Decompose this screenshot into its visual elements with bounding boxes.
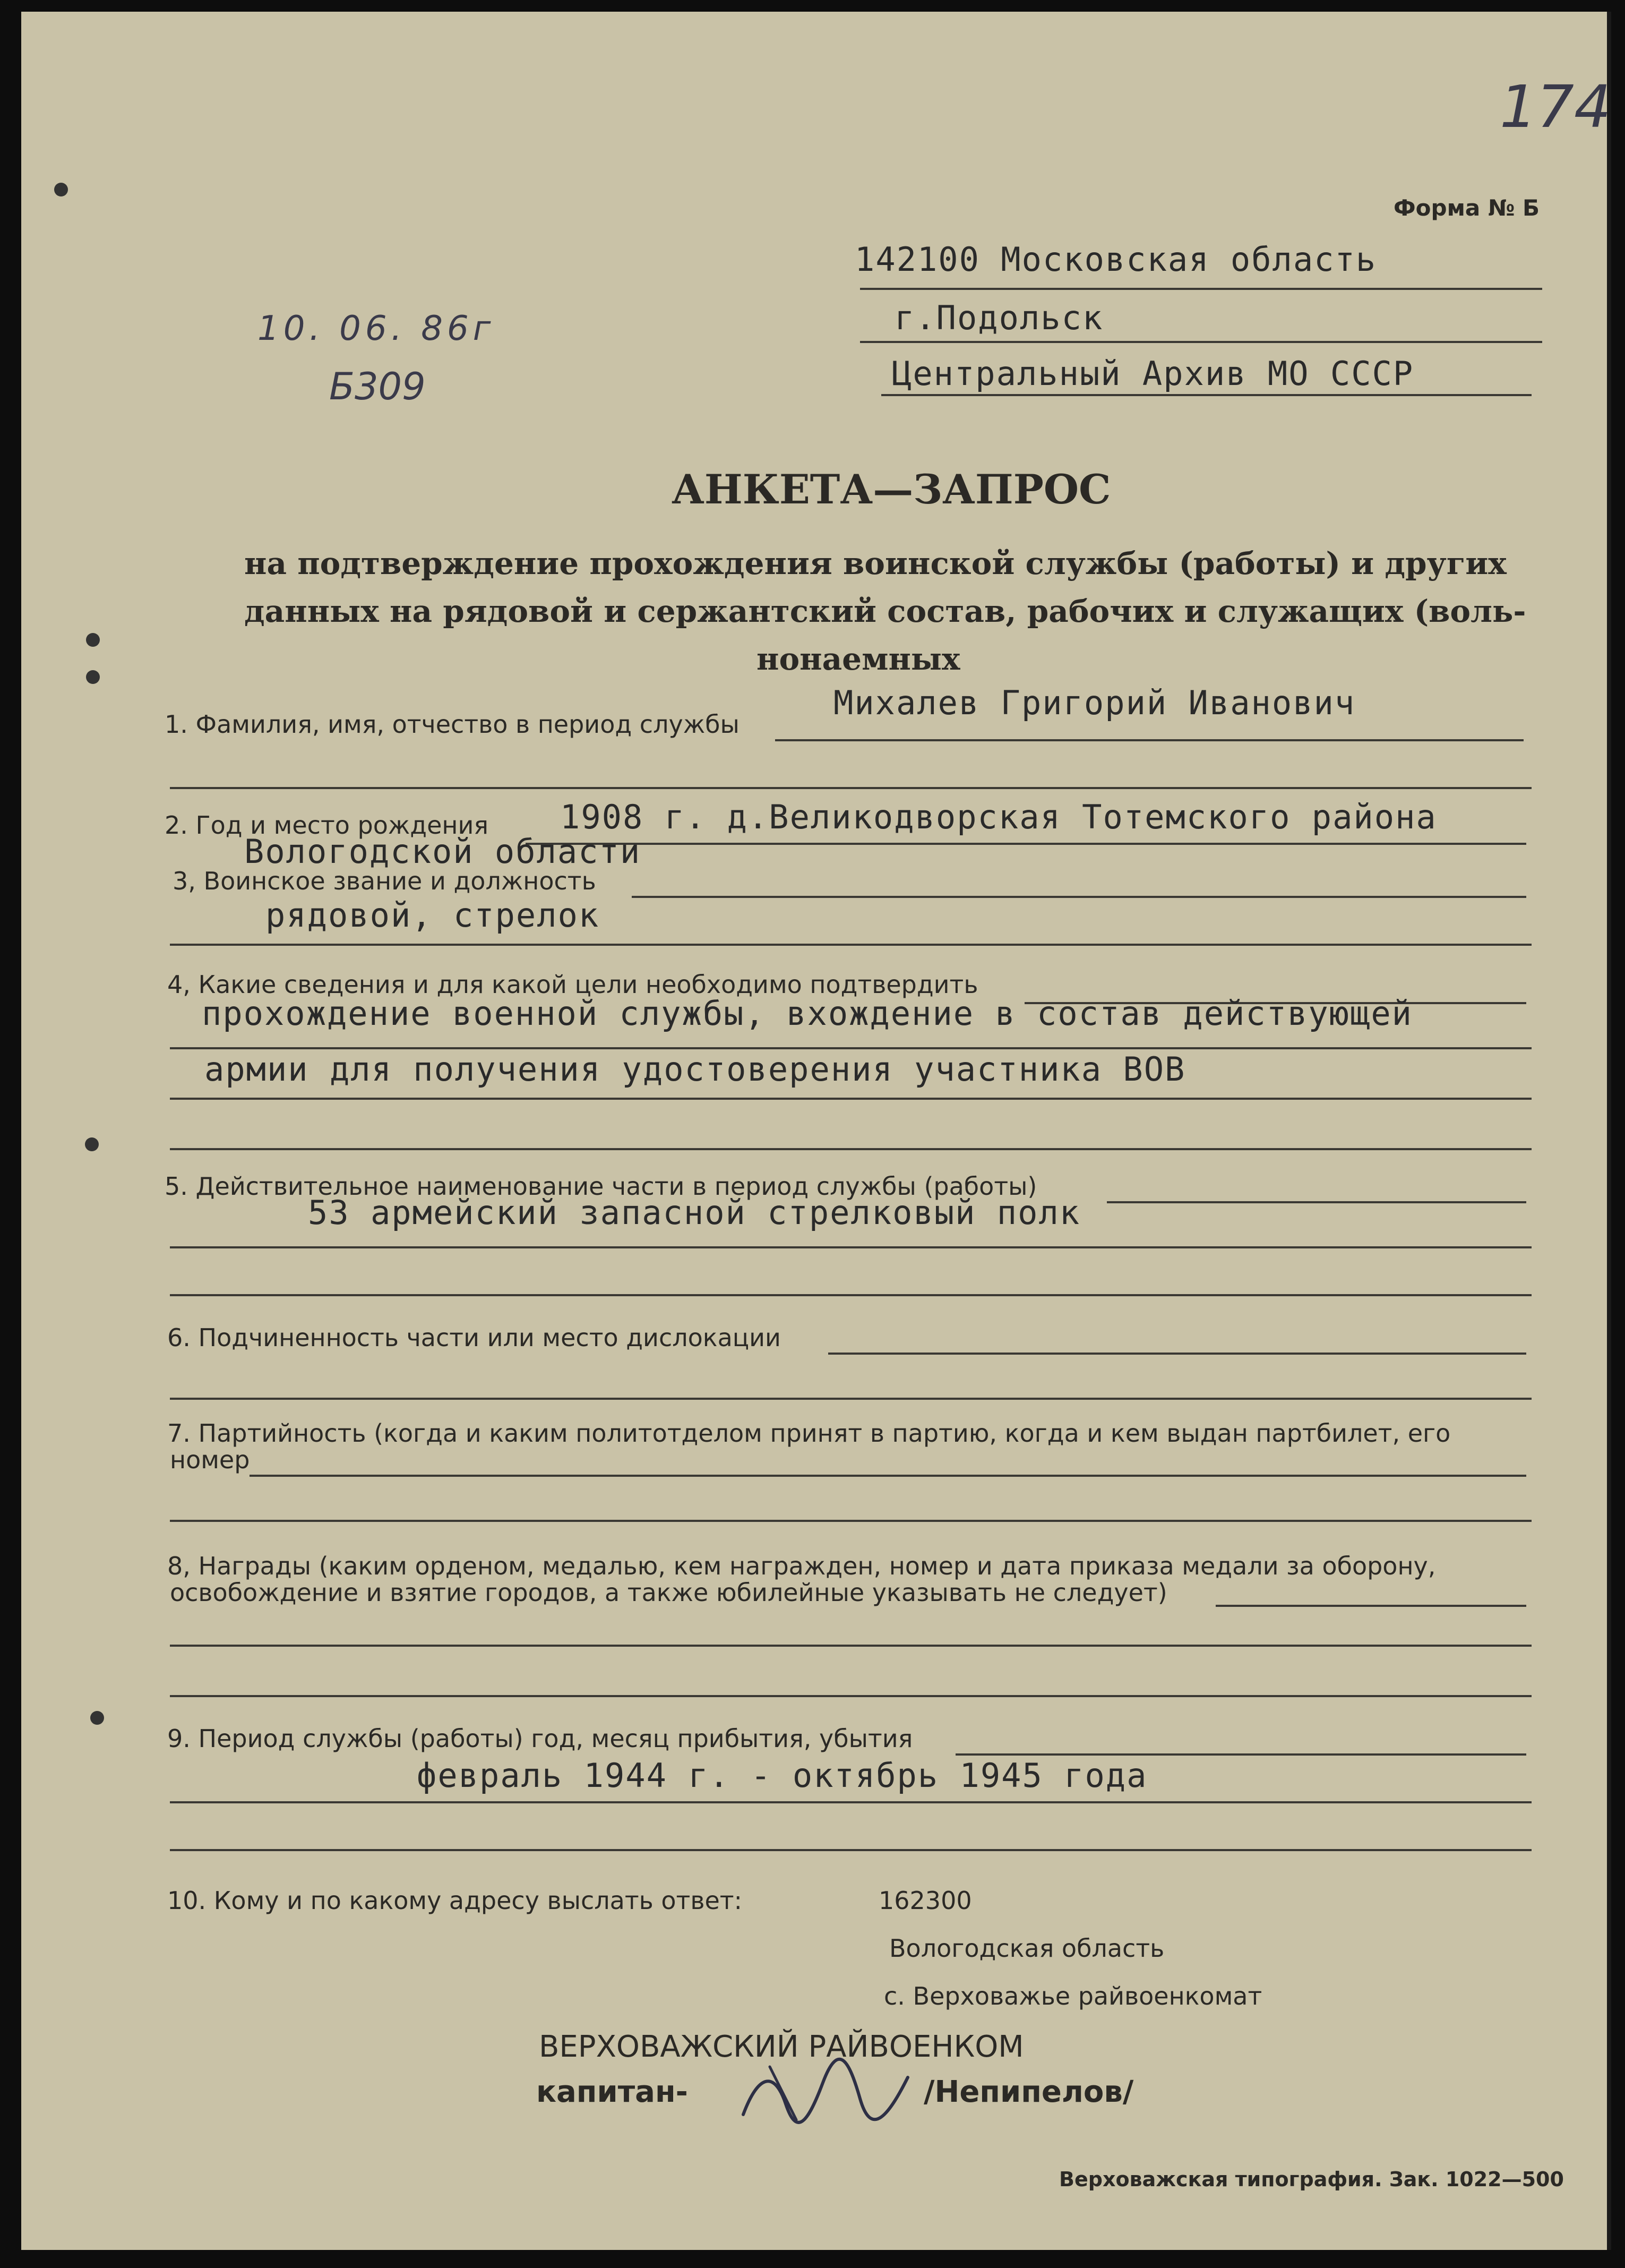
field-5-rule	[1107, 1201, 1526, 1203]
subtitle-line-1: на подтверждение прохождения воинской службы (работы) и других	[244, 545, 1507, 581]
binding-hole-1	[54, 183, 68, 196]
field-1-value: Михалев Григорий Иванович	[833, 683, 1356, 722]
field-10-address-line2: Вологодская область	[889, 1934, 1165, 1963]
form-label: Форма № Б	[1394, 195, 1540, 221]
field-9-rule-3	[170, 1849, 1532, 1851]
field-5-label: 5. Действительное наименование части в период службы (работы)	[165, 1172, 1037, 1201]
field-3-label: 3, Воинское звание и должность	[173, 867, 596, 895]
field-7-rule	[250, 1475, 1526, 1477]
recipient-line1: 142100 Московская область	[855, 240, 1377, 279]
field-9-rule	[956, 1753, 1526, 1756]
field-7-label-line2: номер	[170, 1445, 250, 1474]
field-3-value: рядовой, стрелок	[265, 896, 600, 935]
subtitle-line-3: нонаемных	[756, 641, 960, 677]
field-8-label-line1: 8, Награды (каким орденом, медалью, кем награжден, номер и дата приказа медали за оборону,	[167, 1552, 1436, 1580]
signature-name: /Непипелов/	[924, 2075, 1134, 2109]
signature-scribble	[738, 2051, 929, 2130]
field-7-rule-2	[170, 1520, 1532, 1522]
field-8-rule	[1216, 1605, 1526, 1607]
field-2-rule	[526, 843, 1526, 845]
field-4-rule-4	[170, 1148, 1532, 1150]
document-sheet	[21, 12, 1611, 2250]
field-3-rule-2	[170, 944, 1532, 946]
field-10-address-line1: 162300	[879, 1886, 972, 1915]
recipient-rule-1	[860, 288, 1542, 290]
field-7-label-line1: 7. Партийность (когда и каким политотделом принят в партию, когда и кем выдан партбилет, его	[167, 1419, 1451, 1448]
field-8-rule-3	[170, 1695, 1532, 1697]
field-1-label: 1. Фамилия, имя, отчество в период службы	[165, 710, 740, 739]
signature-org: ВЕРХОВАЖСКИЙ РАЙВОЕНКОМ	[539, 2030, 1024, 2064]
archive-page-number: 174	[1500, 73, 1611, 141]
binding-hole-4	[85, 1137, 99, 1151]
field-4-rule-2	[170, 1047, 1532, 1049]
subtitle-line-2: данных на рядовой и сержантский состав, рабочих и служащих (воль-	[244, 593, 1526, 629]
field-9-value: февраль 1944 г. - октябрь 1945 года	[417, 1756, 1148, 1795]
field-5-rule-3	[170, 1294, 1532, 1296]
binding-hole-5	[90, 1711, 104, 1725]
field-5-value: 53 армейский запасной стрелковый полк	[308, 1193, 1081, 1232]
form-title: АНКЕТА—ЗАПРОС	[672, 466, 1111, 513]
recipient-rule-3	[881, 394, 1532, 396]
field-3-rule	[632, 896, 1526, 898]
field-4-rule-3	[170, 1098, 1532, 1100]
field-9-label: 9. Период службы (работы) год, месяц прибытия, убытия	[167, 1724, 913, 1753]
printer-note: Верховажская типография. Зак. 1022—500	[1059, 2168, 1564, 2191]
field-6-rule-2	[170, 1398, 1532, 1400]
field-8-label-line2: освобождение и взятие городов, а также юбилейные указывать не следует)	[170, 1578, 1167, 1607]
signature-rank: капитан-	[536, 2075, 688, 2109]
field-2-label: 2. Год и место рождения	[165, 811, 489, 840]
field-4-value-line1: прохождение военной службы, вхождение в состав действующей	[202, 994, 1413, 1033]
recipient-line3: Центральный Архив МО СССР	[892, 354, 1414, 393]
field-6-label: 6. Подчиненность части или место дислокации	[167, 1323, 781, 1352]
field-10-label: 10. Кому и по какому адресу выслать ответ:	[167, 1886, 743, 1915]
field-1-rule	[775, 739, 1524, 741]
field-4-label: 4, Какие сведения и для какой цели необходимо подтвердить	[167, 970, 978, 999]
field-6-rule	[828, 1353, 1526, 1355]
recipient-rule-2	[860, 341, 1542, 343]
field-1-rule-2	[170, 787, 1532, 789]
field-9-rule-2	[170, 1801, 1532, 1803]
handwritten-ref: Б309	[329, 365, 426, 408]
field-4-value-line2: армии для получения удостоверения участника ВОВ	[204, 1050, 1186, 1089]
recipient-line2: г.Подольск	[895, 298, 1104, 337]
field-8-rule-2	[170, 1645, 1532, 1647]
field-10-address-line3: с. Верховажье райвоенкомат	[884, 1982, 1262, 2010]
field-2-value-line2: Вологодской области	[244, 832, 641, 871]
field-2-value-line1: 1908 г. д.Великодворская Тотемского района	[560, 798, 1437, 836]
handwritten-date: 10. 06. 86г	[257, 309, 495, 348]
binding-hole-3	[86, 670, 100, 684]
binding-hole-2	[86, 633, 100, 647]
field-5-rule-2	[170, 1246, 1532, 1248]
